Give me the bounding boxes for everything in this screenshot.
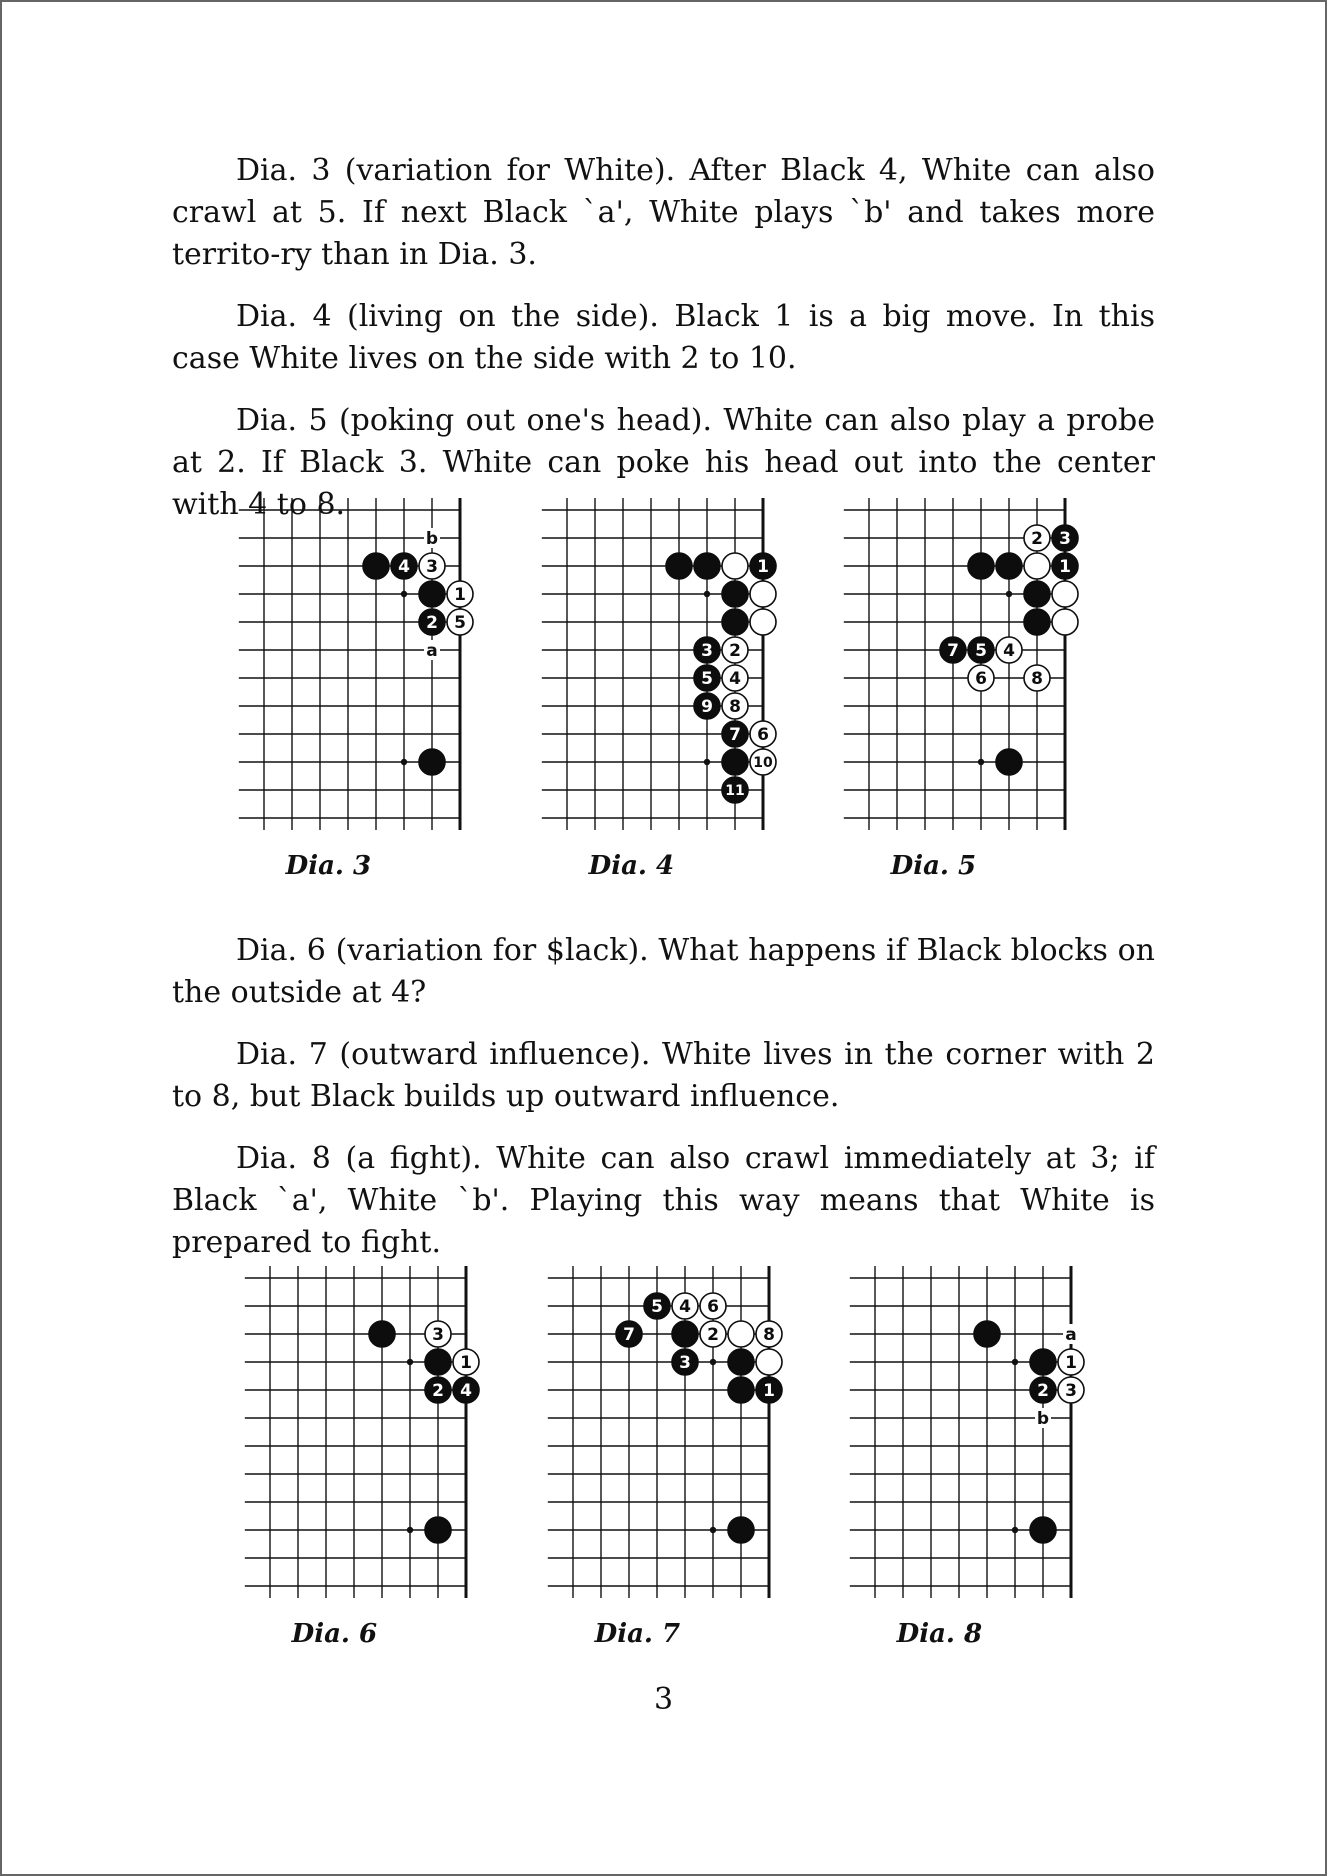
stone-number: 1: [454, 585, 466, 606]
stone-number: 1: [763, 1381, 775, 1402]
black-stone: [666, 553, 692, 579]
black-stone: [1024, 581, 1050, 607]
dia-8: [850, 1266, 1084, 1649]
black-stone: [1030, 1349, 1056, 1375]
black-stone: [363, 553, 389, 579]
stone-number: 1: [1059, 557, 1071, 578]
black-stone: [369, 1321, 395, 1347]
black-stone: [728, 1517, 754, 1543]
stone-number: 5: [651, 1297, 663, 1318]
stone-number: 7: [947, 641, 959, 662]
stone-number: 3: [1059, 529, 1071, 550]
star-point: [407, 1527, 413, 1533]
paragraph-dia-7: [172, 1034, 1155, 1118]
diagram-row-top-svg: [2, 492, 1325, 892]
black-stone: [722, 581, 748, 607]
stone-number: 2: [426, 613, 438, 634]
star-point: [1006, 591, 1012, 597]
stone-number: 7: [729, 725, 741, 746]
stone-number: 4: [729, 669, 741, 690]
star-point: [1012, 1359, 1018, 1365]
paragraph-dia-4: [172, 296, 1155, 380]
stone-number: 3: [1065, 1381, 1077, 1402]
stone-number: 1: [757, 557, 769, 578]
star-point: [978, 759, 984, 765]
stone-number: 10: [753, 755, 773, 772]
white-stone: [1052, 581, 1078, 607]
paragraph-text: Dia. 7 (outward influence). White lives in the corner with 2 to 8, but Black builds up outward influence.: [172, 1037, 1155, 1114]
white-stone: [728, 1321, 754, 1347]
stone-number: 2: [1031, 529, 1043, 550]
paragraph-dia-6: [172, 930, 1155, 1014]
dia-6: [245, 1266, 479, 1649]
paragraph-dia-3: [172, 150, 1155, 276]
paragraph-text: Dia. 5 (poking out one's head). White can also play a probe at 2. If Black 3. White can poke his head out into the center with 4 to 8.: [172, 403, 1155, 522]
black-stone: [722, 609, 748, 635]
dia-3: [239, 498, 473, 881]
point-letter: a: [426, 641, 438, 661]
diagram-caption: Dia. 5: [890, 851, 977, 881]
black-stone: [728, 1377, 754, 1403]
stone-number: 3: [426, 557, 438, 578]
white-stone: [722, 553, 748, 579]
stone-number: 4: [398, 557, 410, 578]
star-point: [710, 1527, 716, 1533]
stone-number: 6: [975, 669, 987, 690]
black-stone: [694, 553, 720, 579]
black-stone: [722, 749, 748, 775]
diagram-row-bottom-svg: [2, 1262, 1325, 1649]
stone-number: 7: [623, 1325, 635, 1346]
black-stone: [425, 1517, 451, 1543]
black-stone: [1024, 609, 1050, 635]
dia-4: [542, 498, 776, 881]
stone-number: 5: [701, 669, 713, 690]
black-stone: [974, 1321, 1000, 1347]
stone-number: 6: [707, 1297, 719, 1318]
paragraph-text: Dia. 8 (a fight). White can also crawl immediately at 3; if Black `a', White `b'. Playing this way means that White is prepared to fight.: [172, 1141, 1155, 1260]
black-stone: [1030, 1517, 1056, 1543]
white-stone: [756, 1349, 782, 1375]
paragraph-text: Dia. 3 (variation for White). After Black 4, White can also crawl at 5. If next Black `a', White plays `b' and takes more territo-ry than in Dia. 3.: [172, 153, 1155, 272]
white-stone: [1052, 609, 1078, 635]
black-stone: [425, 1349, 451, 1375]
stone-number: 2: [707, 1325, 719, 1346]
star-point: [407, 1359, 413, 1365]
stone-number: 8: [763, 1325, 775, 1346]
star-point: [1012, 1527, 1018, 1533]
black-stone: [419, 749, 445, 775]
stone-number: 2: [729, 641, 741, 662]
star-point: [401, 591, 407, 597]
diagram-caption: Dia. 3: [285, 851, 372, 881]
stone-number: 1: [1065, 1353, 1077, 1374]
page-number: 3: [653, 1682, 674, 1717]
dia-5: [844, 498, 1078, 881]
stone-number: 11: [725, 783, 745, 800]
diagram-row-top: [2, 492, 1325, 892]
paragraph-dia-8: [172, 1138, 1155, 1264]
white-stone: [1024, 553, 1050, 579]
stone-number: 3: [432, 1325, 444, 1346]
black-stone: [968, 553, 994, 579]
white-stone: [750, 609, 776, 635]
paragraph-text: Dia. 6 (variation for $lack). What happens if Black blocks on the outside at 4?: [172, 933, 1155, 1010]
black-stone: [728, 1349, 754, 1375]
stone-number: 9: [701, 697, 713, 718]
star-point: [704, 759, 710, 765]
stone-number: 3: [679, 1353, 691, 1374]
stone-number: 5: [454, 613, 466, 634]
star-point: [401, 759, 407, 765]
white-stone: [750, 581, 776, 607]
stone-number: 3: [701, 641, 713, 662]
stone-number: 4: [460, 1381, 472, 1402]
star-point: [704, 591, 710, 597]
stone-number: 6: [757, 725, 769, 746]
diagram-row-bottom: [2, 1262, 1325, 1649]
stone-number: 4: [679, 1297, 691, 1318]
diagram-caption: Dia. 8: [896, 1619, 983, 1649]
stone-number: 2: [1037, 1381, 1049, 1402]
diagram-caption: Dia. 6: [291, 1619, 378, 1649]
paragraph-text: Dia. 4 (living on the side). Black 1 is a big move. In this case White lives on the side with 2 to 10.: [172, 299, 1155, 376]
black-stone: [996, 749, 1022, 775]
black-stone: [419, 581, 445, 607]
dia-7: [548, 1266, 782, 1649]
stone-number: 4: [1003, 641, 1015, 662]
stone-number: 8: [1031, 669, 1043, 690]
point-letter: a: [1065, 1325, 1077, 1345]
stone-number: 2: [432, 1381, 444, 1402]
stone-number: 8: [729, 697, 741, 718]
black-stone: [996, 553, 1022, 579]
star-point: [710, 1359, 716, 1365]
diagram-caption: Dia. 4: [588, 851, 675, 881]
point-letter: b: [1036, 1409, 1050, 1429]
diagram-caption: Dia. 7: [594, 1619, 681, 1649]
black-stone: [672, 1321, 698, 1347]
stone-number: 1: [460, 1353, 472, 1374]
stone-number: 5: [975, 641, 987, 662]
point-letter: b: [425, 529, 439, 549]
